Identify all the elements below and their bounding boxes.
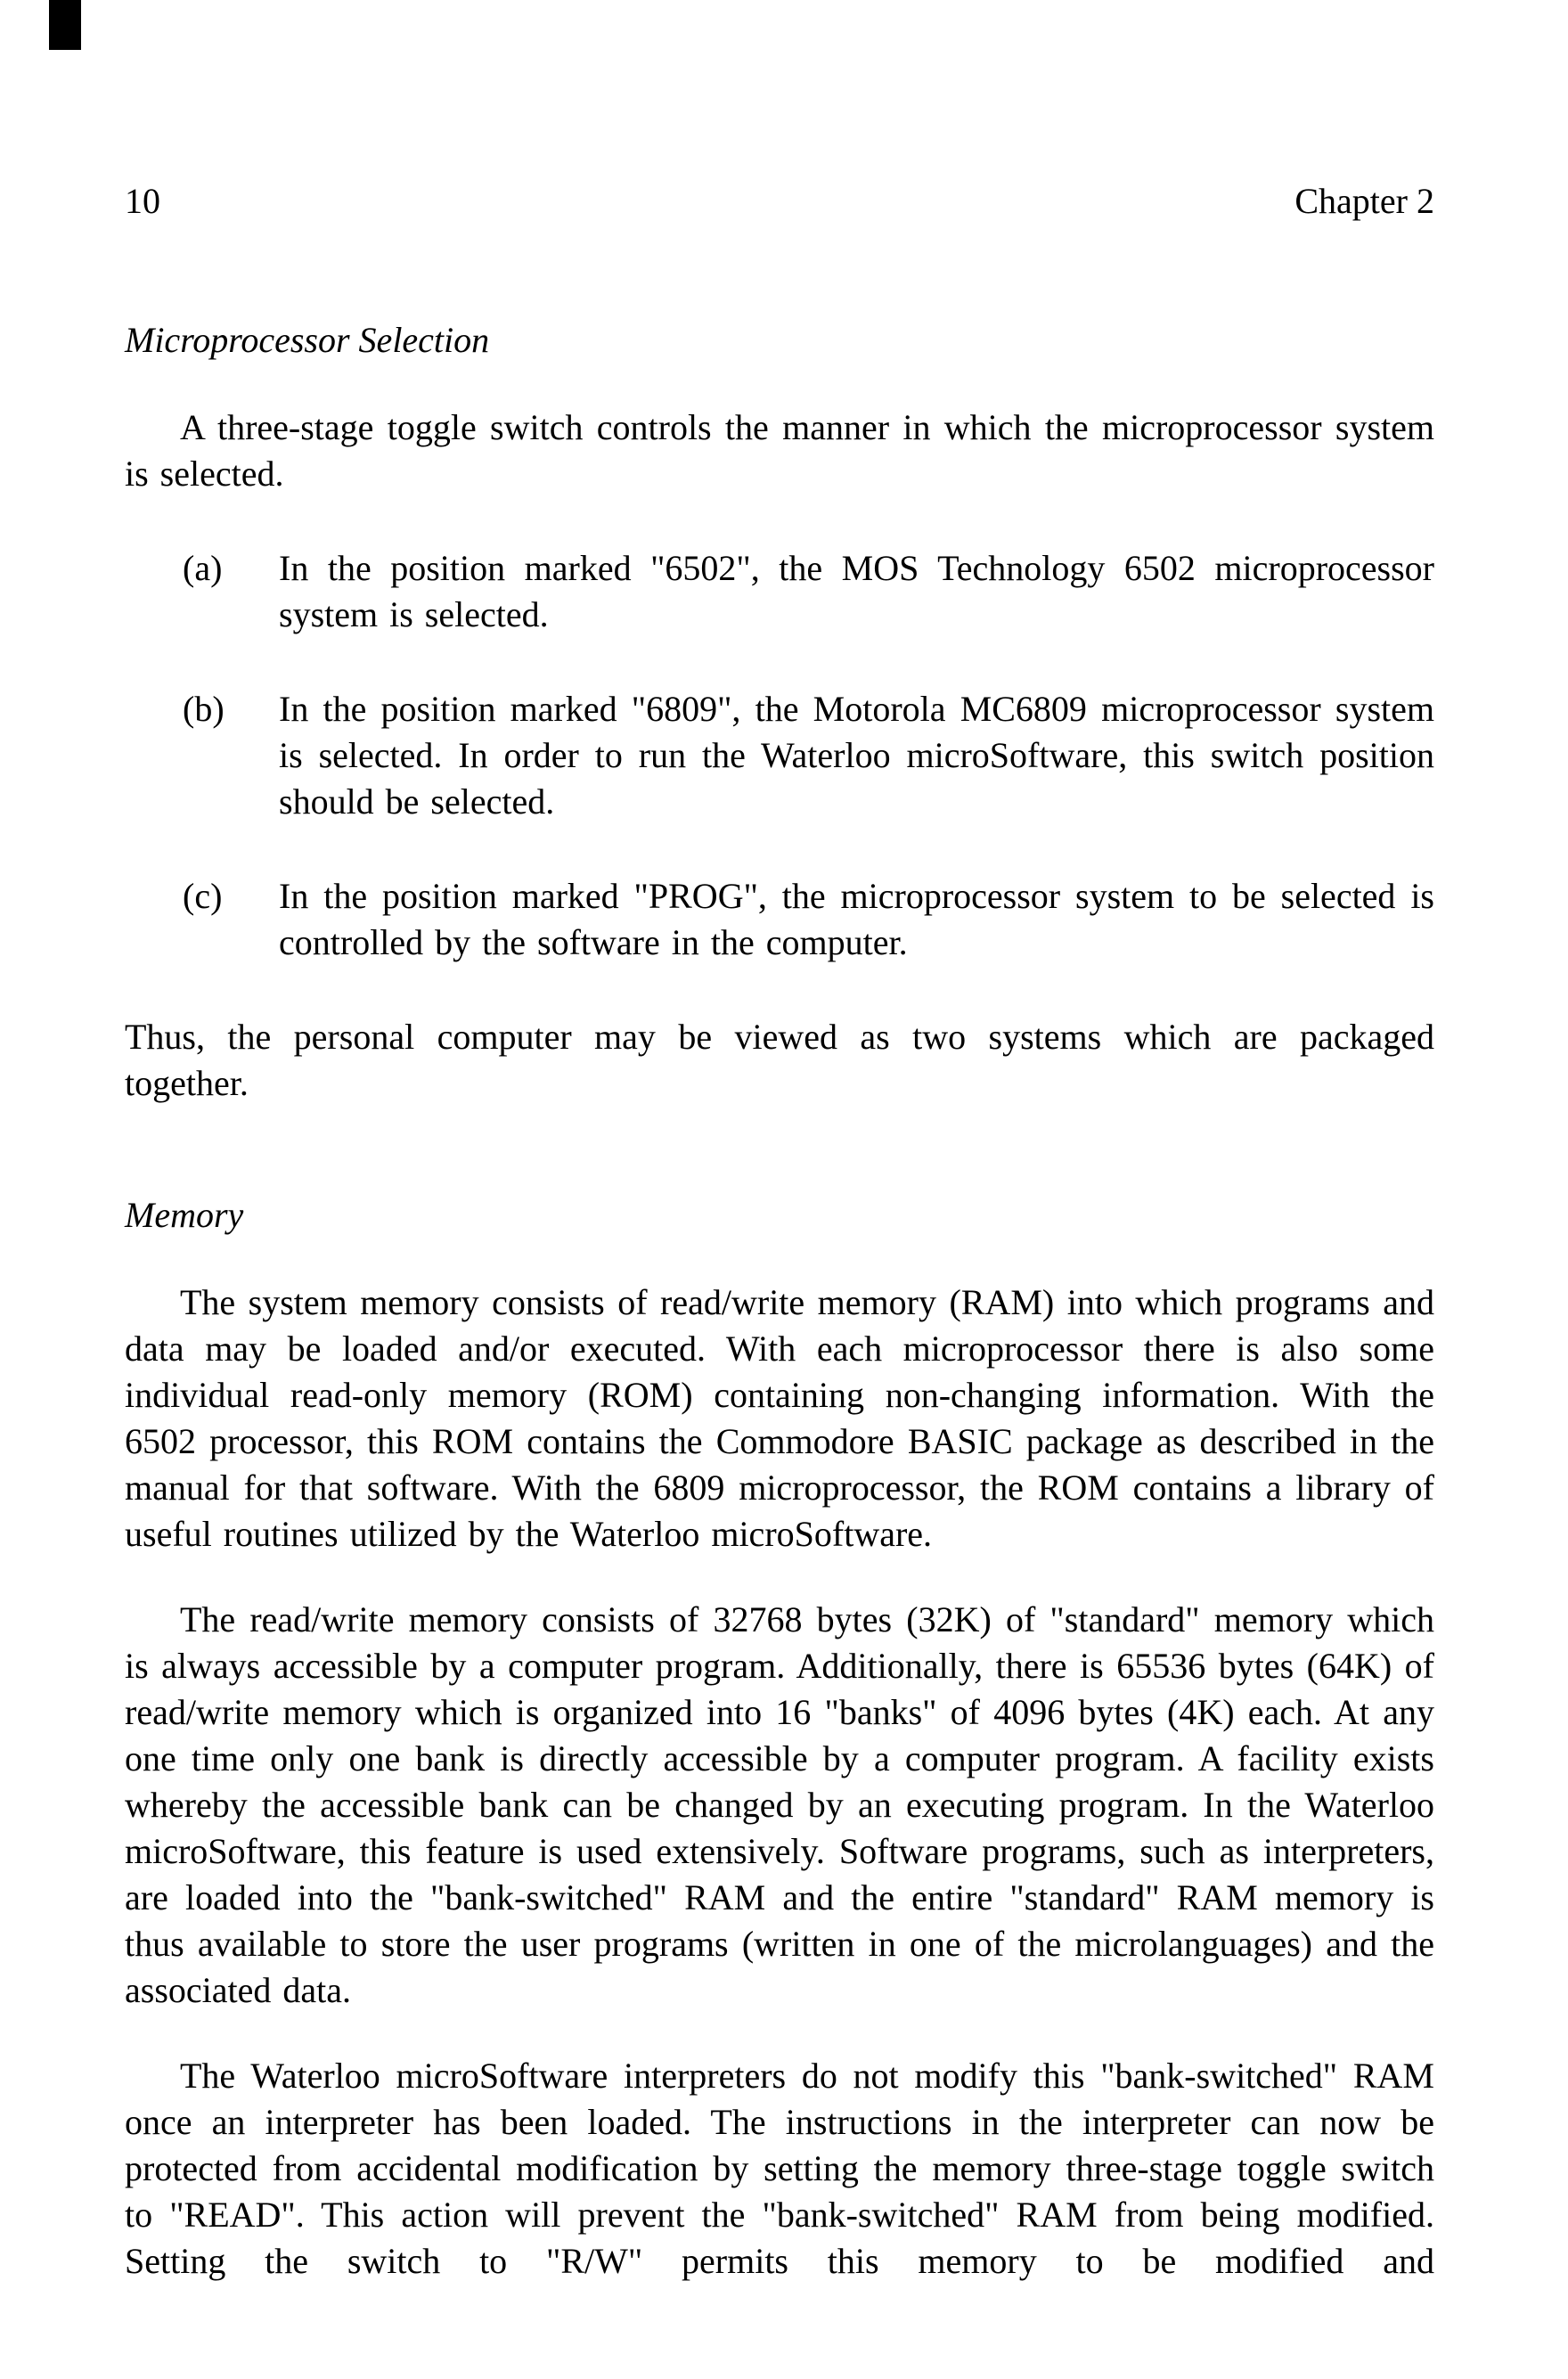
list-text-b: In the position marked "6809", the Motorola MC6809 microprocessor system is selected. In order to run the Waterloo microSoftware, this switch position should be selected. [279,689,1434,822]
paragraph-memory-3: The Waterloo microSoftware interpreters do not modify this "bank-switched" RAM once an interpreter has been loaded. The instructions in the interpreter can now be protected from accidental modification by setting the memory three-stage toggle switch to "READ". This action will prevent the "bank-switched" RAM from being modified. Setting the switch to "R/W" permits this memory to be modified and [125,2056,1434,2281]
page-number: 10 [125,181,160,221]
scan-edge-artifact [49,0,81,50]
paragraph-intro: A three-stage toggle switch controls the manner in which the microprocessor system is selected. [125,407,1434,494]
chapter-header: Chapter 2 [1294,181,1434,221]
list-text-a: In the position marked "6502", the MOS Technology 6502 microprocessor system is selected. [279,548,1434,634]
list-label-b: (b) [183,689,225,729]
list-label-c: (c) [183,876,223,916]
section-heading-microprocessor-selection: Microprocessor Selection [125,320,490,360]
list-item-c [183,873,1434,966]
paragraph-memory-1: The system memory consists of read/write memory (RAM) into which programs and data may be loaded and/or executed. With each microprocessor there is also some individual read-only memory (ROM) containing non-changing information. With the 6502 processor, this ROM contains the Commodore BASIC package as described in the manual for that software. With the 6809 microprocessor, the ROM contains a library of useful routines utilized by the Waterloo microSoftware. [125,1282,1434,1554]
list-text-c: In the position marked "PROG", the microprocessor system to be selected is controlled by the software in the computer. [279,876,1434,962]
page-header [125,178,1434,225]
list-label-a: (a) [183,548,223,588]
list-item-a [183,545,1434,638]
section-heading-memory: Memory [125,1195,244,1235]
switch-position-list [183,545,1434,966]
paragraph-closing: Thus, the personal computer may be viewed as two systems which are packaged together. [125,1017,1434,1103]
list-item-b [183,686,1434,825]
paragraph-memory-2: The read/write memory consists of 32768 bytes (32K) of "standard" memory which is always accessible by a computer program. Additionally, there is 65536 bytes (64K) of read/write memory which is organized into 16 "banks" of 4096 bytes (4K) each. At any one time only one bank is directly accessible by a computer program. A facility exists whereby the accessible bank can be changed by an executing program. In the Waterloo microSoftware, this feature is used extensively. Software programs, such as interpreters, are loaded into the "bank-switched" RAM and the entire "standard" RAM memory is thus available to store the user programs (written in one of the microlanguages) and the associated data. [125,1599,1434,2010]
